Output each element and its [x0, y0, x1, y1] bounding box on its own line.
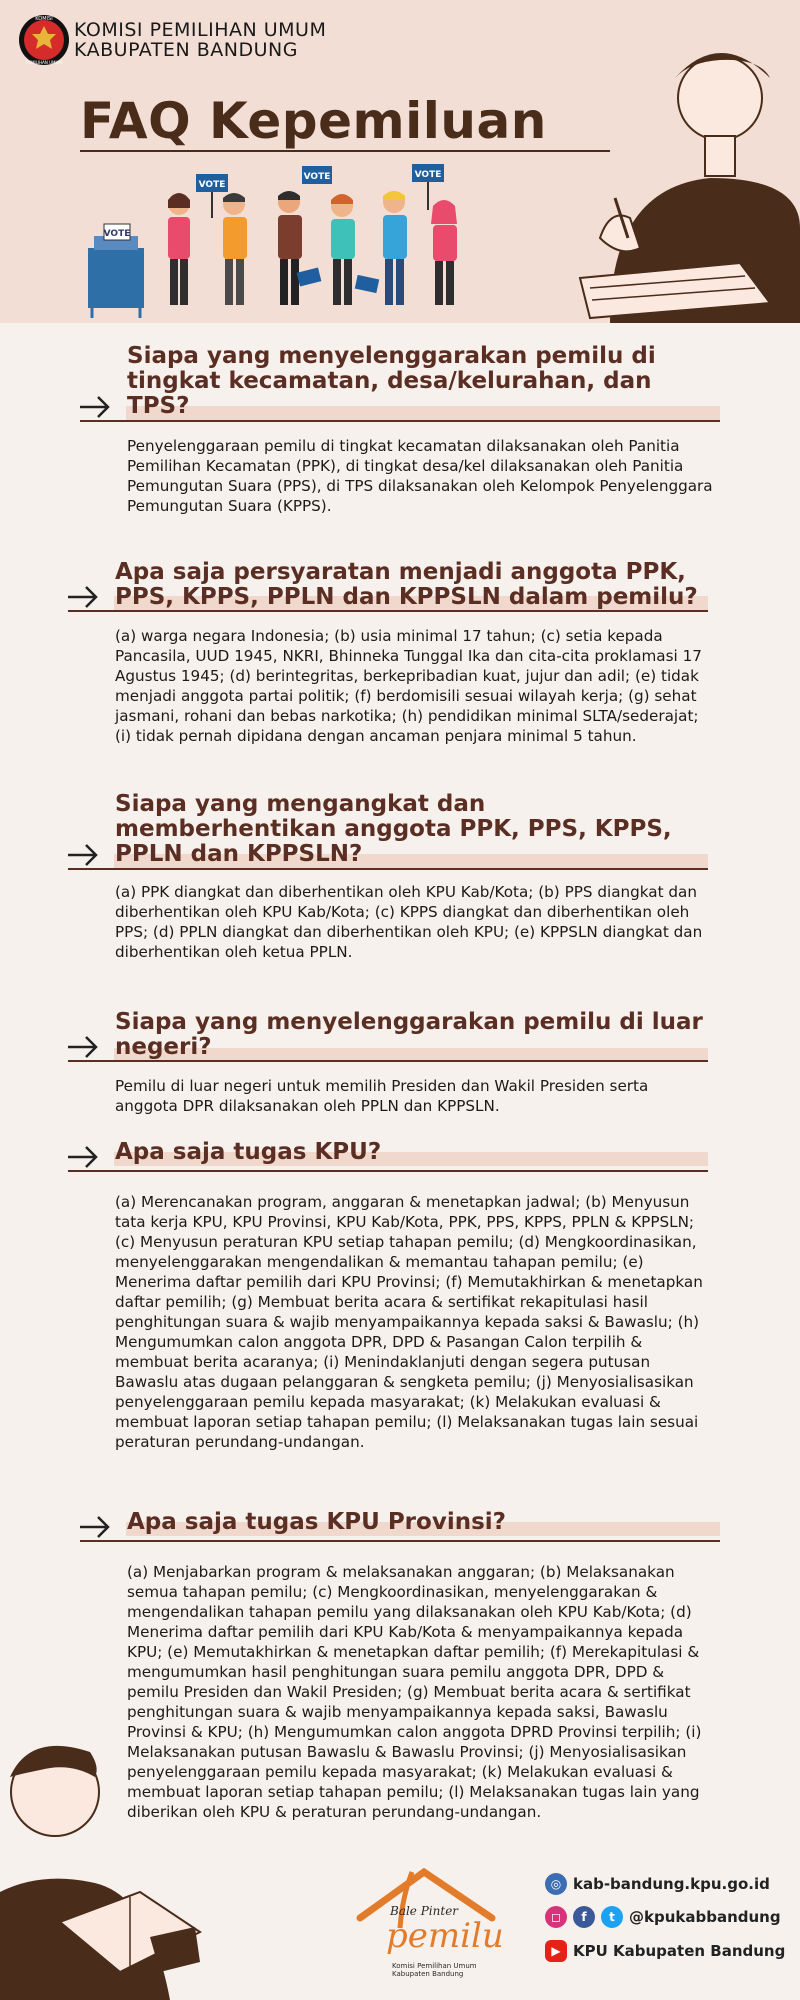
- faq-item-1: [0, 340, 800, 540]
- faq-question-1: Siapa yang menyelenggarakan pemilu di tingkat kecamatan, desa/kelurahan, dan TPS?: [127, 343, 656, 419]
- man-writing-illustration: [570, 38, 800, 323]
- faq-answer-2: (a) warga negara Indonesia; (b) usia minimal 17 tahun; (c) setia kepada Pancasila, UUD 1945, NKRI, Bhinneka Tunggal Ika dan cita-cita proklamasi 17 Agustus 1945; (d) berintegritas, berkepribadian kuat, jujur dan adil; (e) tidak menjadi anggota partai politik; (f) berdomisili sesuai wilayah kerja; (g) sehat jasmani, rohani dan bebas narkotika; (h) pendidikan minimal SLTA/sederajat; (i) tidak pernah dipidana dengan ancaman penjara minimal 5 tahun.: [115, 627, 702, 745]
- facebook-icon: f: [573, 1906, 595, 1928]
- page-title: FAQ Kepemiluan: [80, 92, 547, 150]
- arrow-icon: [66, 1144, 100, 1170]
- twitter-icon: t: [601, 1906, 623, 1928]
- bale-pinter-pemilu-logo: [352, 1868, 512, 1986]
- faq-answer-4: Pemilu di luar negeri untuk memilih Presiden dan Wakil Presiden serta anggota DPR dilaksanakan oleh PPLN dan KPPSLN.: [115, 1077, 649, 1115]
- logo-text-top: KOMISI: [35, 16, 53, 22]
- question-rule: [80, 420, 720, 422]
- brand-line-2: pemilu: [386, 1916, 504, 1956]
- faq-question-6: Apa saja tugas KPU Provinsi?: [127, 1509, 506, 1535]
- question-rule: [80, 1540, 720, 1542]
- question-rule: [68, 610, 708, 612]
- social-handle: @kpukabbandung: [629, 1908, 781, 1926]
- faq-answer-6: (a) Menjabarkan program & melaksanakan anggaran; (b) Melaksanakan semua tahapan pemilu; (c) Mengkoordinasikan, menyelenggarakan & mengendalikan tahapan pemilu yang dilaksanakan oleh KPU Kab/Kota; (d) Menerima daftar pemilih dari KPU Kab/Kota & menyampaikannya kepada KPU; (e) Memutakhirkan & menetapkan daftar pemilih; (f) Merekapitulasi & mengumumkan hasil penghitungan suara pemilu anggota DPR, DPD & pemilu Presiden dan Wakil Presiden; (g) Membuat berita acara & sertifikat penghitungan suara & wajib menyampaikannya kepada saksi, Bawaslu Provinsi & KPU; (h) Mengumumkan calon anggota DPRD Provinsi terpilih; (i) Melaksanakan putusan Bawaslu & Bawaslu Provinsi; (j) Menyosialisasikan penyelenggaraan pemilu kepada masyarakat; (k) Melakukan evaluasi & membuat laporan setiap tahapan pemilu; (l) Melaksanakan tugas lain yang diberikan oleh KPU & peraturan perundang-undangan.: [127, 1563, 702, 1821]
- faq-question-5: Apa saja tugas KPU?: [115, 1139, 382, 1165]
- vote-label-3: VOTE: [303, 172, 331, 182]
- faq-answer-3: (a) PPK diangkat dan diberhentikan oleh KPU Kab/Kota; (b) PPS diangkat dan diberhentikan oleh KPU Kab/Kota; (c) KPPS diangkat dan diberhentikan oleh PPS; (d) PPLN diangkat dan diberhentikan oleh KPU; (e) KPPSLN diangkat dan diberhentikan oleh ketua PPLN.: [115, 883, 703, 961]
- youtube-channel: KPU Kabupaten Bandung: [573, 1942, 786, 1960]
- faq-item-4: [0, 1010, 800, 1120]
- globe-icon: ◎: [545, 1873, 567, 1895]
- faq-question-2: Apa saja persyaratan menjadi anggota PPK, PPS, KPPS, PPLN dan KPPSLN dalam pemilu?: [115, 559, 698, 610]
- header-banner: [0, 0, 800, 323]
- faq-question-4: Siapa yang menyelenggarakan pemilu di luar negeri?: [115, 1009, 703, 1060]
- title-underline: [80, 150, 610, 152]
- website-link[interactable]: [545, 1873, 770, 1895]
- brand-subtitle: Komisi Pemilihan Umum Kabupaten Bandung: [392, 1962, 477, 1978]
- faq-item-5: [0, 1140, 800, 1500]
- org-line-1: KOMISI PEMILIHAN UMUM: [74, 19, 327, 41]
- faq-question-3: Siapa yang mengangkat dan memberhentikan anggota PPK, PPS, KPPS, PPLN dan KPPSLN?: [115, 791, 672, 867]
- man-reading-illustration: [0, 1722, 205, 2000]
- arrow-icon: [66, 842, 100, 868]
- vote-label-4: VOTE: [414, 170, 442, 180]
- question-rule: [68, 1060, 708, 1062]
- faq-item-3: [0, 792, 800, 992]
- brand-line-1: Bale Pinter: [390, 1904, 459, 1918]
- vote-label-1: VOTE: [103, 229, 131, 239]
- kpu-logo: [18, 12, 70, 68]
- youtube-link[interactable]: [545, 1940, 785, 1962]
- vote-label-2: VOTE: [198, 180, 226, 190]
- youtube-icon: ▶: [545, 1940, 567, 1962]
- organization-name: [74, 20, 326, 60]
- arrow-icon: [66, 1034, 100, 1060]
- faq-item-2: [0, 560, 800, 770]
- org-line-2: KABUPATEN BANDUNG: [74, 39, 298, 61]
- question-rule: [68, 1170, 708, 1172]
- faq-answer-5: (a) Merencanakan program, anggaran & menetapkan jadwal; (b) Menyusun tata kerja KPU, KPU Provinsi, KPU Kab/Kota, PPK, PPS, KPPS, PPLN & KPPSLN; (c) Menyusun peraturan KPU setiap tahapan pemilu; (d) Mengkoordinasikan, menyelenggarakan mengendalikan & memantau tahapan pemilu; (e) Menerima daftar pemilih dari KPU Provinsi; (f) Memutakhirkan & menetapkan daftar pemilih; (g) Membuat berita acara & sertifikat rekapitulasi hasil penghitungan suara & wajib menyampaikannya kepada saksi & Bawaslu; (h) Mengumumkan calon anggota DPR, DPD & Pasangan Calon terpilih & membuat berita acaranya; (i) Menindaklanjuti dengan segera putusan Bawaslu atas dugaan pelanggaran & sengketa pemilu; (j) Menyosialisasikan penyelenggaraan pemilu kepada masyarakat; (k) Melakukan evaluasi & membuat laporan setiap tahapan pemilu; (l) Melaksanakan tugas lain sesuai peraturan perundang-undangan.: [115, 1193, 703, 1451]
- voters-illustration: [84, 162, 474, 318]
- faq-answer-1: Penyelenggaraan pemilu di tingkat kecamatan dilaksanakan oleh Panitia Pemilihan Kecamatan (PPK), di tingkat desa/kel dilaksanakan oleh Panitia Pemungutan Suara (PPS), di TPS dilaksanakan oleh Kelompok Penyelenggara Pemungutan Suara (KPPS).: [127, 437, 713, 515]
- question-rule: [68, 868, 708, 870]
- instagram-icon: ◻: [545, 1906, 567, 1928]
- website-text: kab-bandung.kpu.go.id: [573, 1875, 770, 1893]
- social-media-link[interactable]: [545, 1906, 781, 1928]
- arrow-icon: [78, 1514, 112, 1540]
- arrow-icon: [78, 394, 112, 420]
- logo-text-bottom: PEMILIHAN UMUM: [26, 60, 62, 65]
- arrow-icon: [66, 584, 100, 610]
